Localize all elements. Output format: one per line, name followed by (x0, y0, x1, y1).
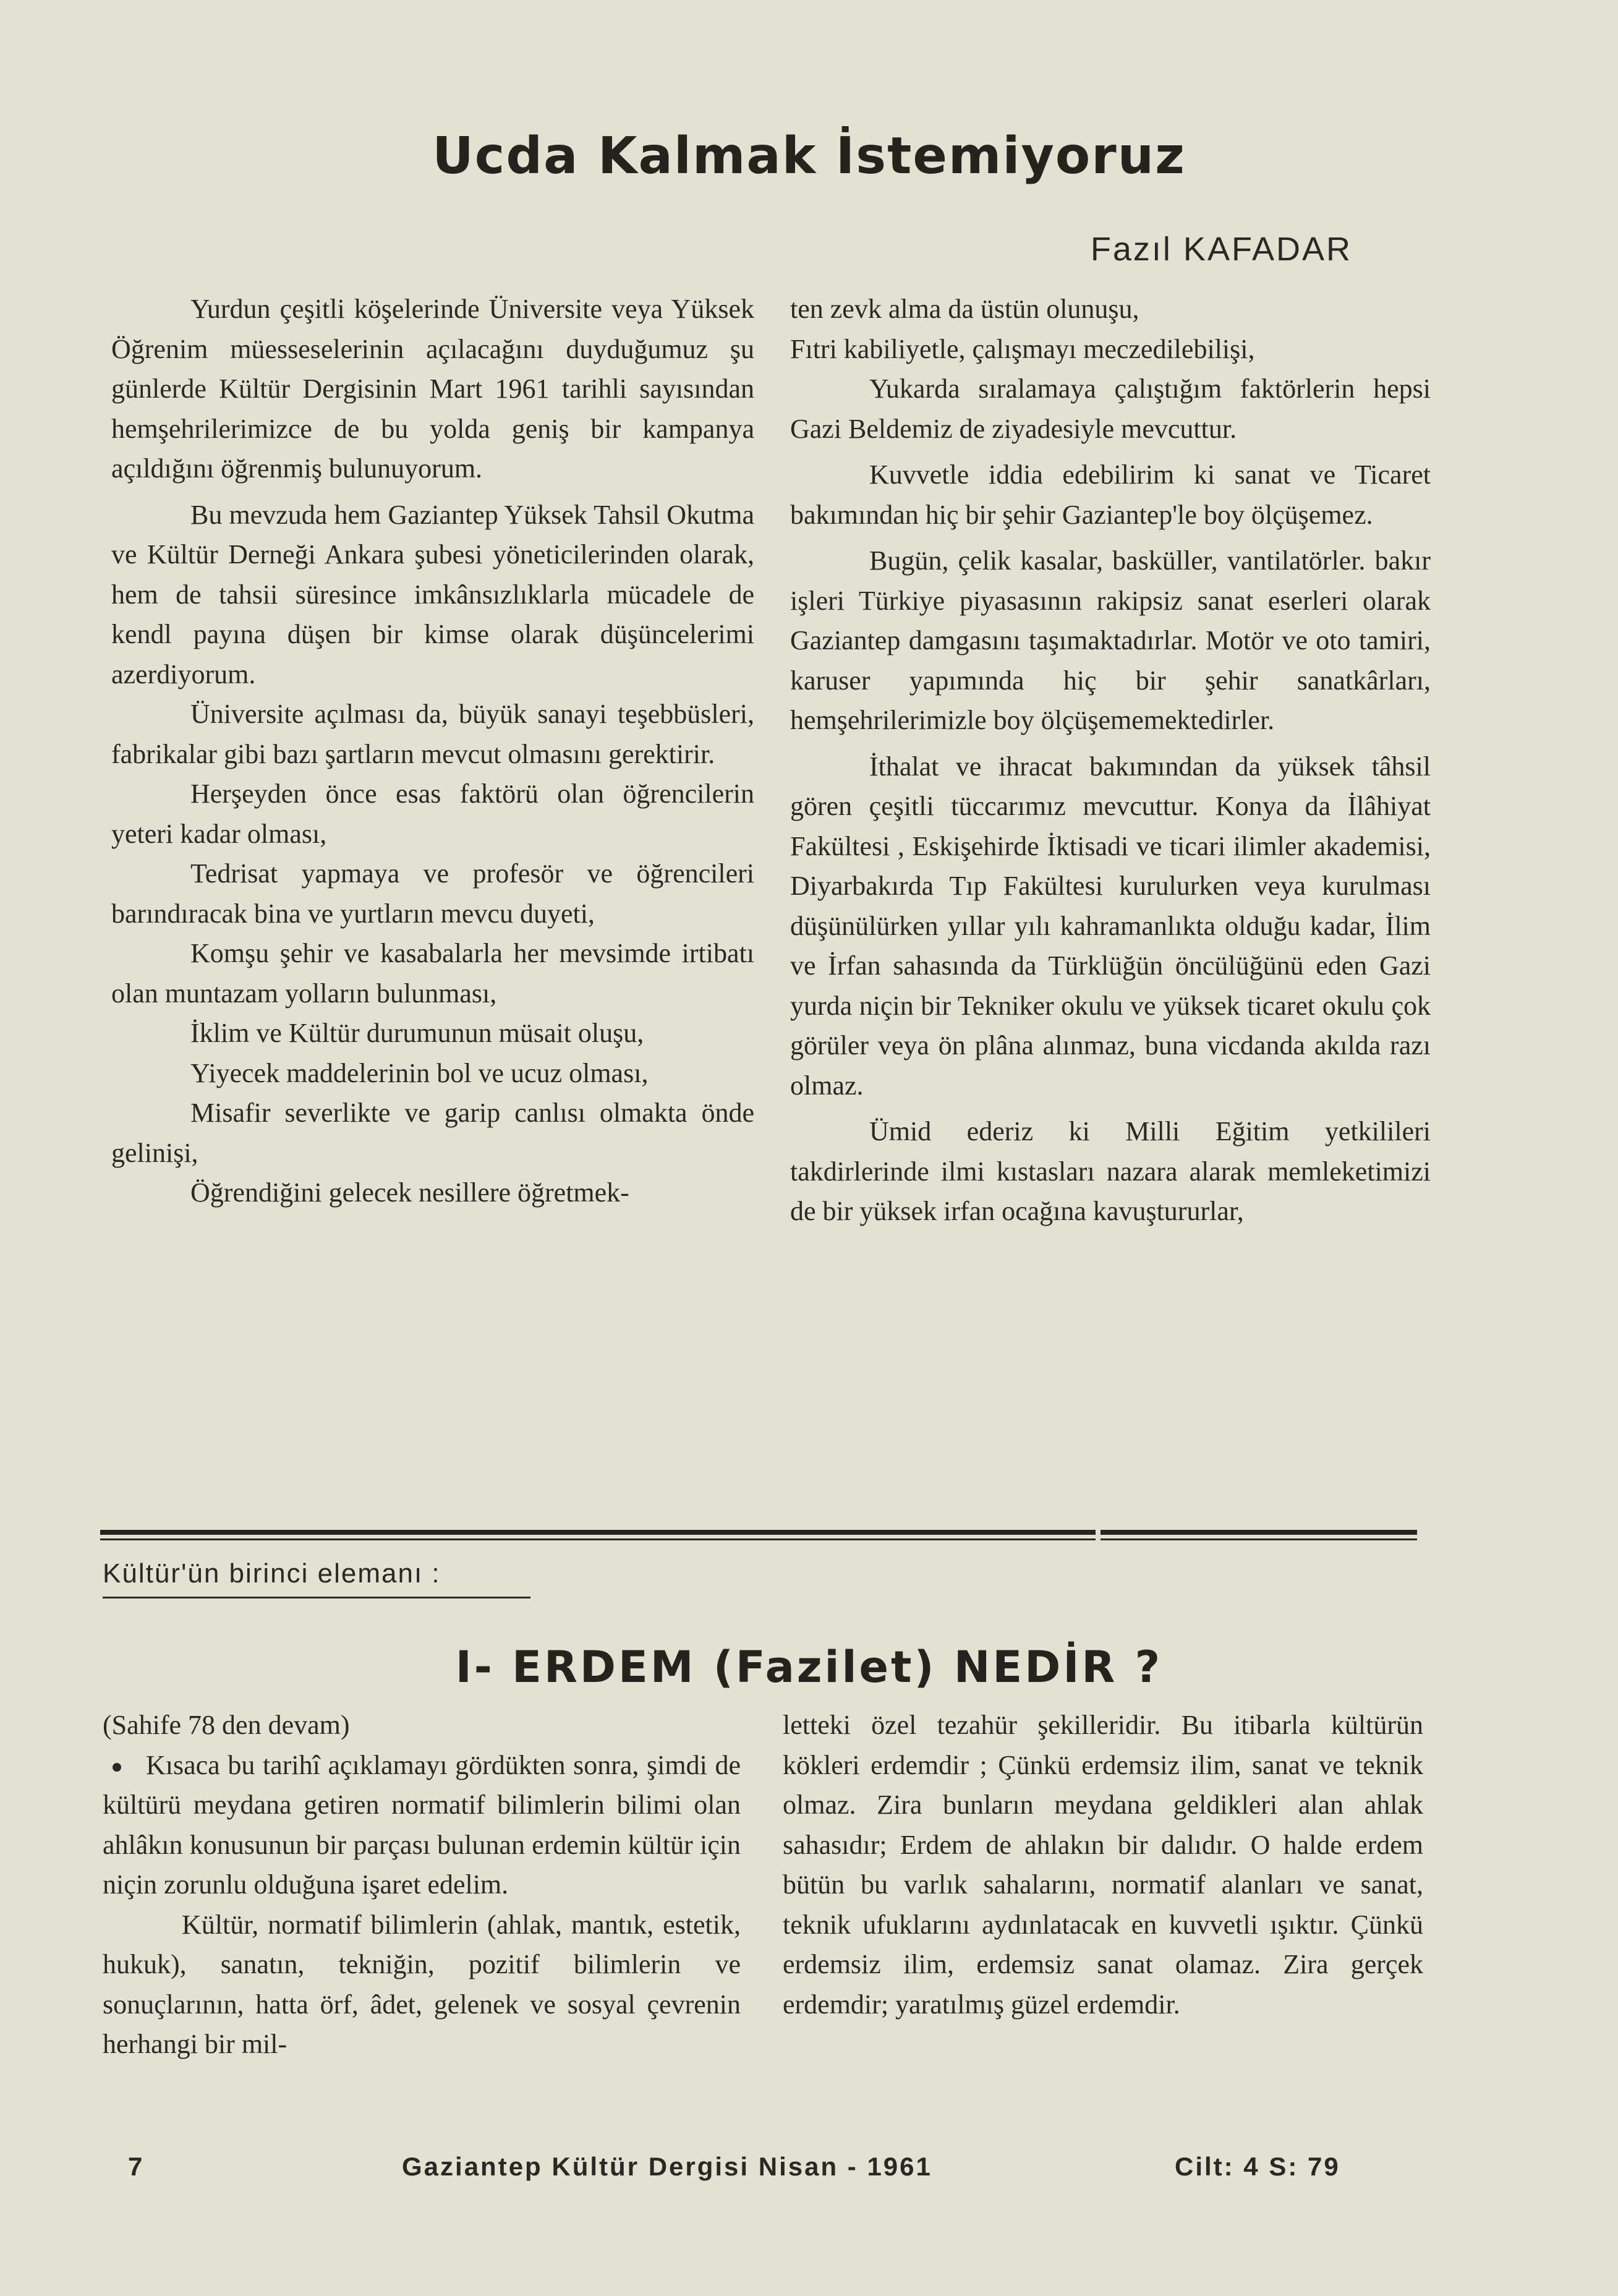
divider-gap (1096, 1525, 1101, 1543)
series-underline (103, 1597, 530, 1598)
article-title: I- ERDEM (Fazilet) NEDİR ? (455, 1642, 1163, 1692)
series-heading: Kültür'ün birinci elemanı : (103, 1558, 441, 1589)
paragraph: Tedrisat yapmaya ve profesör ve öğrencileri barındıracak bina ve yurtların mevcu duyeti, (111, 858, 754, 929)
paragraph: Misafir severlikte ve garip canlısı olmakta önde gelinişi, (111, 1098, 754, 1168)
paragraph: Bugün, çelik kasalar, basküller, vantilatörler. bakır işleri Türkiye piyasasının rakipsiz sanat eserleri olarak Gaziantep damgasını taşımaktadırlar. Motör ve oto tamiri, karuser yapımında hiç bir şehir sanatkârları, hemşehrilerimizle boy ölçüşememektedirler. (790, 545, 1431, 735)
magazine-name: Gaziantep Kültür Dergisi Nisan - 1961 (402, 2152, 932, 2181)
paragraph: Komşu şehir ve kasabalarla her mevsimde irtibatı olan muntazam yolların bulunması, (111, 938, 754, 1009)
paragraph: letteki özel tezahür şekilleridir. Bu itibarla kültürün kökleri erdemdir ; Çünkü erdemsiz ilim, sanat ve teknik olmaz. Zira bunların meydana geldikleri alan ahlak sahasıdır; Erdem de ahlakın bir dalıdır. O halde erdem bütün bu varlık sahalarını, normatif alanları ve sanat, teknik ufuklarını aydınlatacak en kuvvetli ışıktır. Çünkü erdemsiz ilim, erdemsiz sanat olamaz. Zira gerçek erdemdir; yaratılmış güzel erdemdir. (783, 1710, 1423, 2020)
paragraph (103, 1746, 741, 1905)
paragraph: Yiyecek maddelerinin bol ve ucuz olması, (190, 1057, 649, 1088)
paragraph: ten zevk alma da üstün olunuşu, (790, 294, 1139, 324)
article-right-column (790, 289, 1431, 1232)
paragraph: Yurdun çeşitli köşelerinde Üniversite veya Yüksek Öğrenim müesseselerinin açılacağını duyduğumuz şu günlerde Kültür Dergisinin Mart 1961 tarihli sayısından hemşehrilerimizce de bu yolda geniş bir kampanya açıldığını öğrenmiş bulunuyorum. (111, 294, 754, 484)
paragraph: Öğrendiğini gelecek nesillere öğretmek- (190, 1177, 629, 1208)
paragraph: Ümid ederiz ki Milli Eğitim yetkilileri takdirlerinde ilmi kıstasları nazara alarak memleketimizi de bir yüksek irfan ocağına kavuştururlar, (790, 1116, 1431, 1226)
section-divider (100, 1530, 1417, 1535)
section-divider-thin (100, 1538, 1417, 1540)
bullet-icon (113, 1763, 121, 1772)
paragraph: Üniversite açılması da, büyük sanayi teşebbüsleri, fabrikalar gibi bazı şartların mevcut olmasını gerektirir. (111, 699, 754, 769)
article-title: Ucda Kalmak İstemiyoruz (432, 127, 1186, 186)
article-left-column (111, 289, 754, 1213)
paragraph: Kültür, normatif bilimlerin (ahlak, mantık, estetik, hukuk), sanatın, tekniğin, pozitif bilimlerin ve sonuçlarının, hatta örf, âdet, gelenek ve sosyal çevrenin herhangi bir mil- (103, 1909, 741, 2059)
article-author: Fazıl KAFADAR (1090, 231, 1352, 268)
paragraph: İthalat ve ihracat bakımından da yüksek tâhsil gören çeşitli tüccarımız mevcuttur. Konya da İlâhiyat Fakültesi , Eskişehirde İktisadi ve ticari ilimler akademisi, Diyarbakırda Tıp Fakültesi kurulurken veya kurulması düşünülürken yıllar yılı kahramanlıkta olduğu kadar, İlim ve İrfan sahasında da Türklüğün öncülüğünü eden Gazi yurda niçin bir Tekniker okulu ve yüksek ticaret okulu çok görüler veya ön plâna alınmaz, buna vicdanda akılda razı olmaz. (790, 751, 1431, 1101)
paragraph-text: Kısaca bu tarihî açıklamayı gördükten sonra, şimdi de kültürü meydana getiren normatif bilimlerin bilimi olan ahlâkın konusunun bir parçası bulunan erdemin kültür için niçin zorunlu olduğuna işaret edelim. (103, 1749, 741, 1900)
paragraph: Fıtri kabiliyetle, çalışmayı meczedilebilişi, (790, 333, 1255, 364)
continued-note: (Sahife 78 den devam) (103, 1710, 350, 1740)
paragraph: Yukarda sıralamaya çalıştığım faktörlerin hepsi Gazi Beldemiz de ziyadesiyle mevcuttur. (790, 373, 1431, 444)
page-number: 7 (128, 2152, 145, 2181)
article-left-column (103, 1705, 741, 2065)
paragraph: Kuvvetle iddia edebilirim ki sanat ve Ticaret bakımından hiç bir şehir Gaziantep'le boy ölçüşemez. (790, 459, 1431, 530)
paragraph: Herşeyden önce esas faktörü olan öğrencilerin yeteri kadar olması, (111, 779, 754, 849)
paragraph: Bu mevzuda hem Gaziantep Yüksek Tahsil Okutma ve Kültür Derneği Ankara şubesi yöneticilerinden olarak, hem de tahsii süresince imkânsızlıklarla mücadele de kendl payına düşen bir kimse olarak düşüncelerimi azerdiyorum. (111, 499, 754, 689)
article-right-column (783, 1705, 1423, 2025)
page-footer (0, 2152, 1618, 2195)
paragraph: İklim ve Kültür durumunun müsait oluşu, (190, 1018, 644, 1048)
volume-info: Cilt: 4 S: 79 (1175, 2152, 1340, 2181)
